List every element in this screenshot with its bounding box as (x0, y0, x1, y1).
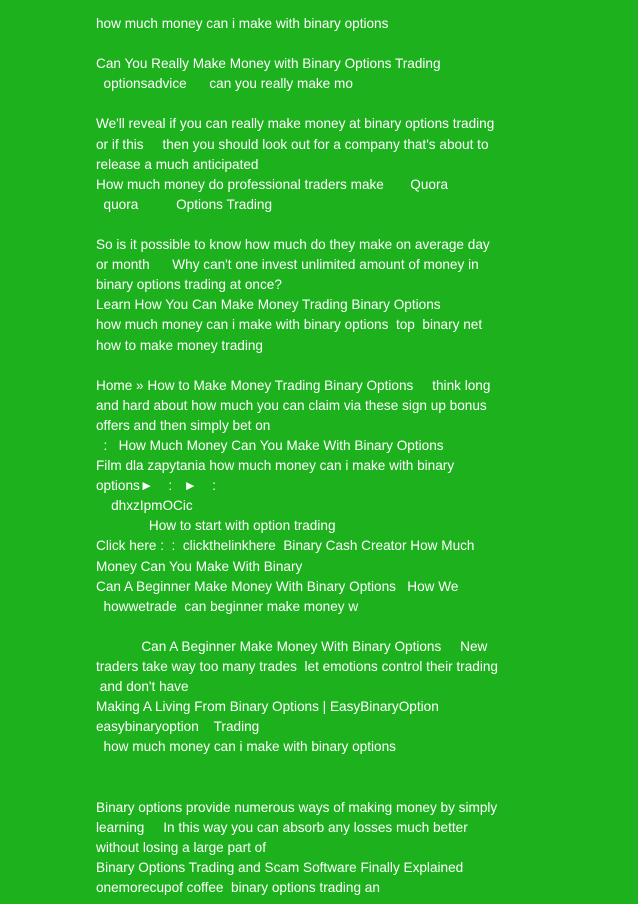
document-body (96, 14, 536, 898)
text-line: Learn How You Can Make Money Trading Binary Options (96, 297, 441, 313)
text-line: optionsadvice can you really make mo (96, 76, 353, 92)
text-line: Can A Beginner Make Money With Binary Options New (96, 638, 488, 654)
text-line: how much money can i make with binary options (96, 16, 389, 31)
text-line: How much money do professional traders make Quora (96, 176, 449, 192)
text-line: dhxzIpmOCic (96, 498, 193, 514)
text-line: easybinaryoption Trading (96, 719, 260, 735)
text-line: and hard about how much you can claim via these sign up bonus (96, 397, 487, 413)
text-line: We'll reveal if you can really make money at binary options trading (96, 116, 495, 132)
text-line: Film dla zapytania how much money can i make with binary (96, 458, 455, 474)
text-line: how much money can i make with binary options top binary net (96, 317, 483, 333)
text-line: Binary Options Trading and Scam Software Finally Explained (96, 859, 464, 875)
text-line: Click here : : clickthelinkhere Binary Cash Creator How Much (96, 538, 475, 554)
text-line: offers and then simply bet on (96, 417, 271, 433)
text-line: Home » How to Make Money Trading Binary Options think long (96, 377, 491, 393)
text-line: or if this then you should look out for a company that's about to (96, 136, 489, 152)
text-line: Binary options provide numerous ways of making money by simply (96, 799, 498, 815)
text-line: binary options trading at once? (96, 277, 282, 293)
text-line: or month Why can't one invest unlimited amount of money in (96, 257, 479, 273)
text-line: Making A Living From Binary Options | EasyBinaryOption (96, 699, 439, 715)
text-line: howwetrade can beginner make money w (96, 598, 359, 614)
text-line: Can A Beginner Make Money With Binary Options How We (96, 578, 459, 594)
text-line: : How Much Money Can You Make With Binary Options (96, 437, 444, 453)
text-line: and don't have (96, 679, 189, 695)
text-line: release a much anticipated (96, 156, 259, 172)
text-line: quora Options Trading (96, 196, 273, 212)
text-line: options► : ► : (96, 478, 216, 494)
text-line: without losing a large part of (96, 839, 267, 855)
text-line: So is it possible to know how much do they make on average day (96, 237, 490, 253)
text-line: Can You Really Make Money with Binary Options Trading (96, 56, 441, 72)
text-line: traders take way too many trades let emotions control their trading (96, 659, 498, 674)
text-line: learning In this way you can absorb any losses much better (96, 819, 468, 835)
text-line: Money Can You Make With Binary (96, 558, 303, 574)
text-line: how much money can i make with binary options (96, 739, 396, 755)
text-line: onemorecupof coffee binary options trading an (96, 880, 380, 896)
text-line: How to start with option trading (96, 518, 336, 534)
text-line: how to make money trading (96, 337, 263, 353)
